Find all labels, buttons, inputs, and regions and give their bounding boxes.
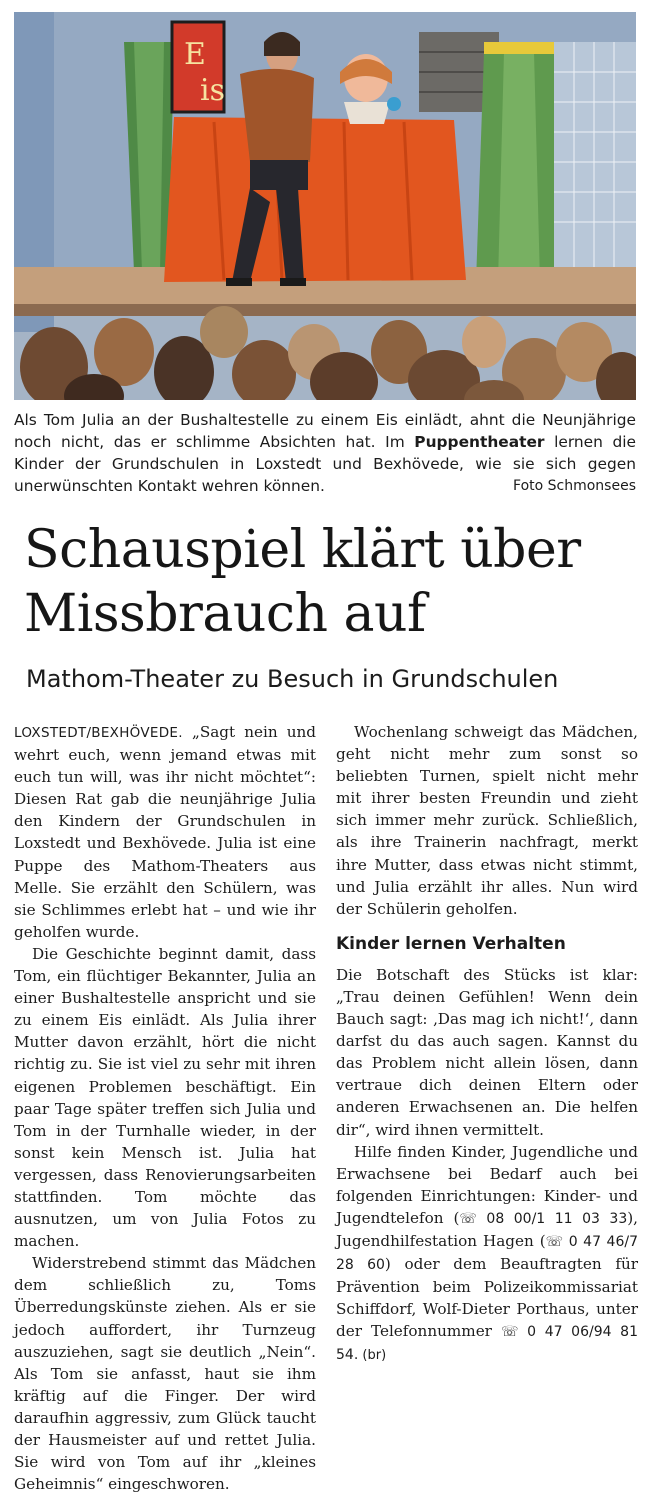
caption-highlight: Puppentheater <box>414 433 545 451</box>
subheadline: Mathom-Theater zu Besuch in Grundschulen <box>26 665 559 693</box>
dateline: LOXSTEDT/BEXHÖVEDE. <box>14 725 183 741</box>
paragraph-6 <box>336 1141 638 1368</box>
puppet-theater-illustration <box>14 12 636 400</box>
paragraph-1-text: „Sagt nein und wehrt euch, wenn jemand etwas mit euch tun will, was ihr nicht möchtet“: Diesen Rat gab die neunjährige Julia den Kindern der Grundschulen in Loxstedt und Bexhövede. Julia ist eine Puppe des Mathom-Theaters aus Melle. Sie erzählt den Schülern, was sie Schlimmes erlebt hat – und wie ihr geholfen wurde. <box>14 723 316 941</box>
headline: Schauspiel klärt über Missbrauch auf <box>24 520 581 644</box>
article-column-right <box>336 721 638 1368</box>
phone-number-kinder-jugendtelefon: ☏ 08 00/1 11 03 33 <box>459 1210 628 1227</box>
paragraph-1 <box>14 721 316 943</box>
caption-text-after: lernen die Kinder der Grundschulen in Loxstedt und Bexhövede, wie sie sich gegen unerwünschten Kontakt wehren können. <box>14 433 636 495</box>
paragraph-2: Die Geschichte beginnt damit, dass Tom, ein flüchtiger Bekannter, Julia an einer Bushaltestelle anspricht und sie zu einem Eis einlädt. Als Julia ihrer Mutter davon erzählt, hört die nicht richtig zu. Sie ist viel zu sehr mit ihren eigenen Problemen beschäftigt. Ein paar Tage später treffen sich Julia und Tom in der Turnhalle wieder, in der sonst kein Mensch ist. Julia hat vergessen, dass Renovierungsarbeiten stattfinden. Tom möchte das ausnutzen, um von Julia Fotos zu machen. <box>14 944 316 1251</box>
subheading: Kinder lernen Verhalten <box>336 933 566 954</box>
paragraph-6-part-c: ) oder dem Beauftragten für Prävention beim Polizeikommissariat Schiffdorf, Wolf-Dieter Porthaus, unter der Telefonnummer <box>336 1255 638 1341</box>
article-photo <box>14 12 636 400</box>
paragraph-5: Die Botschaft des Stücks ist klar: „Trau deinen Gefühlen! Wenn dein Bauch sagt: ‚Das mag ich nicht!‘, dann darfst du das auch sagen. Kannst du das Problem nicht allein lösen, dann vertraue dich deinen Eltern oder anderen Erwachsenen an. Die helfen dir“, wird ihnen vermittelt. <box>336 965 638 1139</box>
phone-number-polizei: ☏ 0 47 06/94 81 54. <box>336 1324 638 1364</box>
svg-text:is: is <box>200 73 225 108</box>
phone-number-jugendhilfestation: ☏ 0 47 46/7 28 60 <box>336 1233 638 1274</box>
photo-credit: Foto Schmonsees <box>507 475 636 497</box>
caption-text-before: Als Tom Julia an der Bushaltestelle zu einem Eis einlädt, ahnt die Neunjährige noch nicht, das er schlimme Absichten hat. Im <box>14 411 636 451</box>
paragraph-6-part-b: ), Jugendhilfestation Hagen ( <box>336 1208 638 1250</box>
paragraph-6-part-a: Hilfe finden Kinder, Jugendliche und Erwachsene bei Bedarf auch bei folgenden Einrichtungen: Kinder- und Jugendtelefon ( <box>336 1142 638 1227</box>
sign-text-e: E <box>184 37 206 72</box>
paragraph-3: Widerstrebend stimmt das Mädchen dem schließlich zu, Toms Überredungskünste ziehen. Als er sie jedoch auffordert, ihr Turnzeug auszuziehen, sagt sie deutlich „Nein“. Als Tom sie anfasst, haut sie ihm kräftig auf die Finger. Der wird daraufhin aggressiv, zum Glück taucht der Hausmeister auf und rettet Julia. Sie wird von Tom auf ihr „kleines Geheimnis“ eingeschworen. <box>14 1254 316 1494</box>
paragraph-4: Wochenlang schweigt das Mädchen, geht nicht mehr zum sonst so beliebten Turnen, spielt nicht mehr mit ihrer besten Freundin und zieht sich immer mehr zurück. Schließlich, als ihre Trainerin nachfragt, merkt ihre Mutter, dass etwas nicht stimmt, und Julia erzählt ihr alles. Nun wird der Schülerin geholfen. <box>336 723 638 918</box>
article-column-left <box>14 721 316 1495</box>
author-byline: (br) <box>358 1348 387 1364</box>
